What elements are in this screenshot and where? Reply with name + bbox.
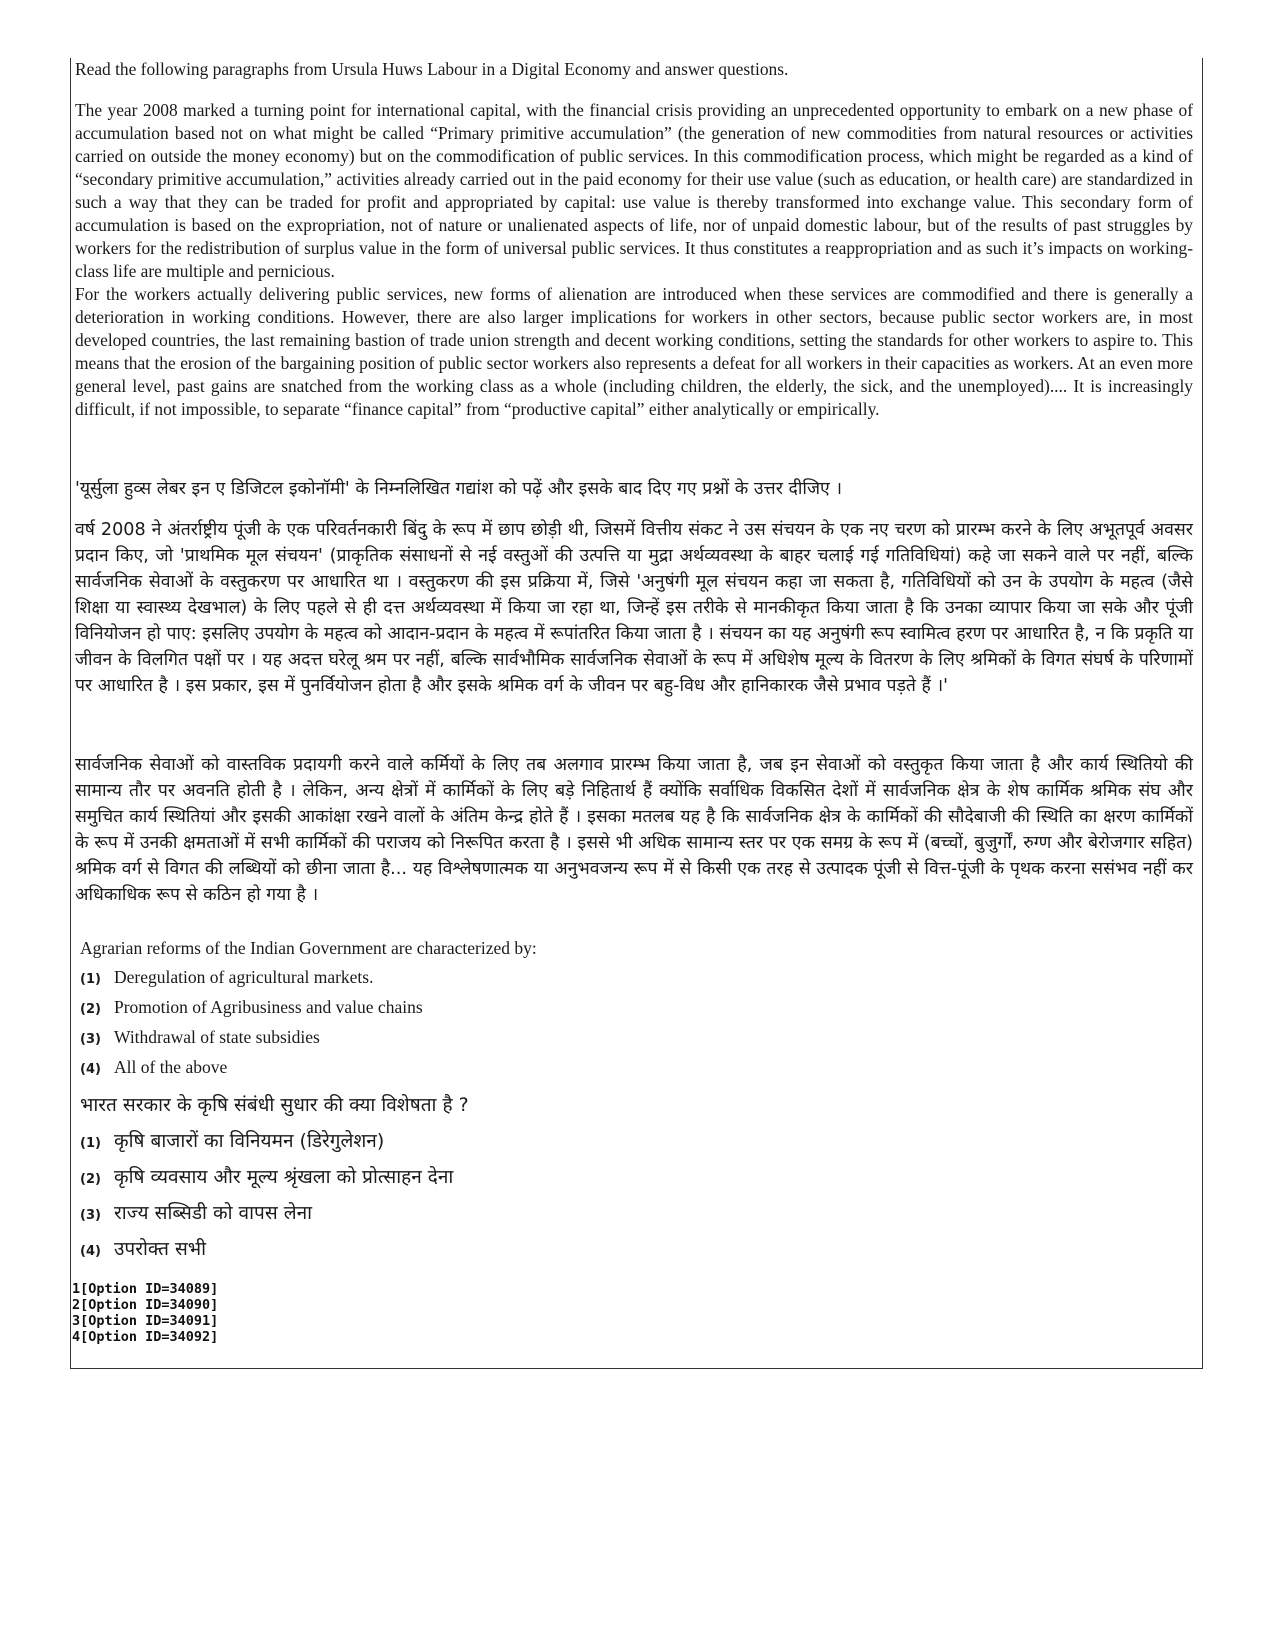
- option-hindi-1[interactable]: [80, 1127, 1198, 1163]
- option-number: (2): [80, 1172, 101, 1187]
- english-instruction: Read the following paragraphs from Ursula Huws Labour in a Digital Economy and answer questions.: [75, 59, 789, 79]
- hindi-passage-2: [75, 752, 1193, 908]
- option-number: (3): [80, 1032, 101, 1047]
- option-english-1[interactable]: [80, 967, 1198, 997]
- option-hindi-2[interactable]: [80, 1163, 1198, 1199]
- option-id: 1[Option ID=34089]: [72, 1281, 219, 1297]
- question-hindi: [80, 1091, 1198, 1271]
- english-passage: [75, 58, 1193, 421]
- question-stem-english: Agrarian reforms of the Indian Government are characterized by:: [80, 938, 537, 958]
- option-text: कृषि बाजारों का विनियमन (डिरेगुलेशन): [114, 1130, 385, 1152]
- option-number: (1): [80, 972, 101, 987]
- option-text: Deregulation of agricultural markets.: [114, 967, 374, 987]
- option-number: (1): [80, 1136, 101, 1151]
- option-number: (3): [80, 1208, 101, 1223]
- hindi-paragraph-2: सार्वजनिक सेवाओं को वास्तविक प्रदायगी करने वाले कर्मियों के लिए तब अलगाव प्रारम्भ किया जाता है, जब इन सेवाओं को वस्तुकृत किया जाता है और कार्य स्थितियो की सामान्य तौर पर अवनति होती है । लेकिन, अन्य क्षेत्रों में कार्मिकों के लिए बड़े निहितार्थ हैं क्योंकि सर्वाधिक विकसित देशों में सार्वजनिक क्षेत्र के शेष कार्मिक श्रमिक संघ और समुचित कार्य स्थितियां और इसकी आकांक्षा रखने वालों के अंतिम केन्द्र होते हैं । इसका मतलब यह है कि सार्वजनिक क्षेत्र के कार्मिकों की सौदेबाजी की स्थिति का क्षरण कार्मिकों के रूप में उनकी क्षमताओं में सभी कार्मिकों की पराजय को निरूपित करता है । इससे भी अधिक सामान्य स्तर पर एक समग्र के रूप में (बच्चों, बुजुर्गों, रुग्ण और बेरोजगार सहित) श्रमिक वर्ग से विगत की लब्धियों को छीना जाता है... यह विश्लेषणात्मक या अनुभवजन्य रूप में से किसी एक तरह से उत्पादक पूंजी से वित्त-पूंजी के पृथक करना ससंभव नहीं कर अधिकाधिक रूप से कठिन हो गया है ।: [75, 755, 1193, 905]
- option-text: उपरोक्त सभी: [114, 1238, 207, 1260]
- hindi-passage-1: [75, 517, 1193, 699]
- option-id: 2[Option ID=34090]: [72, 1297, 219, 1313]
- option-text: Withdrawal of state subsidies: [114, 1027, 320, 1047]
- option-number: (4): [80, 1244, 101, 1259]
- hindi-instruction: 'यूर्सुला हुव्स लेबर इन ए डिजिटल इकोनॉमी' के निम्नलिखित गद्यांश को पढ़ें और इसके बाद दिए गए प्रश्नों के उत्तर दीजिए ।: [75, 479, 842, 499]
- option-hindi-4[interactable]: [80, 1235, 1198, 1271]
- question-stem-hindi: भारत सरकार के कृषि संबंधी सुधार की क्या विशेषता है ?: [80, 1094, 469, 1116]
- option-id: 3[Option ID=34091]: [72, 1313, 219, 1329]
- option-id: 4[Option ID=34092]: [72, 1329, 219, 1345]
- option-english-3[interactable]: [80, 1027, 1198, 1057]
- option-text: राज्य सब्सिडी को वापस लेना: [114, 1202, 313, 1224]
- hindi-instruction-block: [75, 476, 1193, 502]
- option-number: (4): [80, 1062, 101, 1077]
- option-id-list: [72, 1281, 218, 1345]
- option-english-4[interactable]: [80, 1057, 1198, 1087]
- option-number: (2): [80, 1002, 101, 1017]
- option-text: कृषि व्यवसाय और मूल्य श्रृंखला को प्रोत्साहन देना: [114, 1166, 454, 1188]
- hindi-paragraph-1: वर्ष 2008 ने अंतर्राष्ट्रीय पूंजी के एक परिवर्तनकारी बिंदु के रूप में छाप छोड़ी थी, जिसमें वित्तीय संकट ने उस संचयन के एक नए चरण को प्रारम्भ करने के लिए अभूतपूर्व अवसर प्रदान किए, जो 'प्राथमिक मूल संचयन' (प्राकृतिक संसाधनों से नई वस्तुओं की उत्पत्ति या मुद्रा अर्थव्यवस्था के बाहर चलाई गई गतिविधियां) कहे जा सकने वाले पर नहीं, बल्कि सार्वजनिक सेवाओं के वस्तुकरण पर आधारित था । वस्तुकरण की इस प्रक्रिया में, जिसे 'अनुषंगी मूल संचयन कहा जा सकता है, गतिविधियों को उन के उपयोग के महत्व (जैसे शिक्षा या स्वास्थ्य देखभाल) के लिए पहले से ही दत्त अर्थव्यवस्था में किया जा रहा था, जिन्हें इस तरीके से मानकीकृत किया जाता है कि उनका व्यापार किया जा सके और पूंजी विनियोजन हो पाए: इसलिए उपयोग के महत्व को आदान-प्रदान के महत्व में रूपांतरित किया जाता है । संचयन का यह अनुषंगी रूप स्वामित्व हरण पर आधारित है, न कि प्रकृति या जीवन के विलगित पक्षों पर । यह अदत्त घरेलू श्रम पर नहीं, बल्कि सार्वभौमिक सार्वजनिक सेवाओं के रूप में अधिशेष मूल्य के वितरण के लिए श्रमिकों के विगत संघर्ष के परिणामों पर आधारित है । इस प्रकार, इस में पुनर्वियोजन होता है और इसके श्रमिक वर्ग के जीवन पर बहु-विध और हानिकारक जैसे प्रभाव पड़ते हैं ।': [75, 520, 1193, 696]
- option-text: Promotion of Agribusiness and value chains: [114, 997, 423, 1017]
- english-paragraph-2: For the workers actually delivering public services, new forms of alienation are introduced when these services are commodified and there is generally a deterioration in working conditions. However, there are also larger implications for workers in other sectors, because public sector workers are, in most developed countries, the last remaining bastion of trade union strength and decent working conditions, setting the standards for other workers to aspire to. This means that the erosion of the bargaining position of public sector workers also represents a defeat for all workers in their capacities as workers. At an even more general level, past gains are snatched from the working class as a whole (including children, the elderly, the sick, and the unemployed).... It is increasingly difficult, if not impossible, to separate “finance capital” from “productive capital” either analytically or empirically.: [75, 284, 1193, 419]
- option-text: All of the above: [114, 1057, 228, 1077]
- option-english-2[interactable]: [80, 997, 1198, 1027]
- option-hindi-3[interactable]: [80, 1199, 1198, 1235]
- english-paragraph-1: The year 2008 marked a turning point for international capital, with the financial crisis providing an unprecedented opportunity to embark on a new phase of accumulation based not on what might be called “Primary primitive accumulation” (the generation of new commodities from natural resources or activities carried on outside the money economy) but on the commodification of public services. In this commodification process, which might be regarded as a kind of “secondary primitive accumulation,” activities already carried out in the paid economy for their use value (such as education, or health care) are standardized in such a way that they can be traded for profit and appropriated by capital: use value is thereby transformed into exchange value. This secondary form of accumulation is based on the expropriation, not of nature or unalienated aspects of life, nor of unpaid domestic labour, but of the results of past struggles by workers for the redistribution of surplus value in the form of universal public services. It thus constitutes a reappropriation and as such it’s impacts on working-class life are multiple and pernicious.: [75, 100, 1193, 281]
- question-english: [80, 938, 1198, 1087]
